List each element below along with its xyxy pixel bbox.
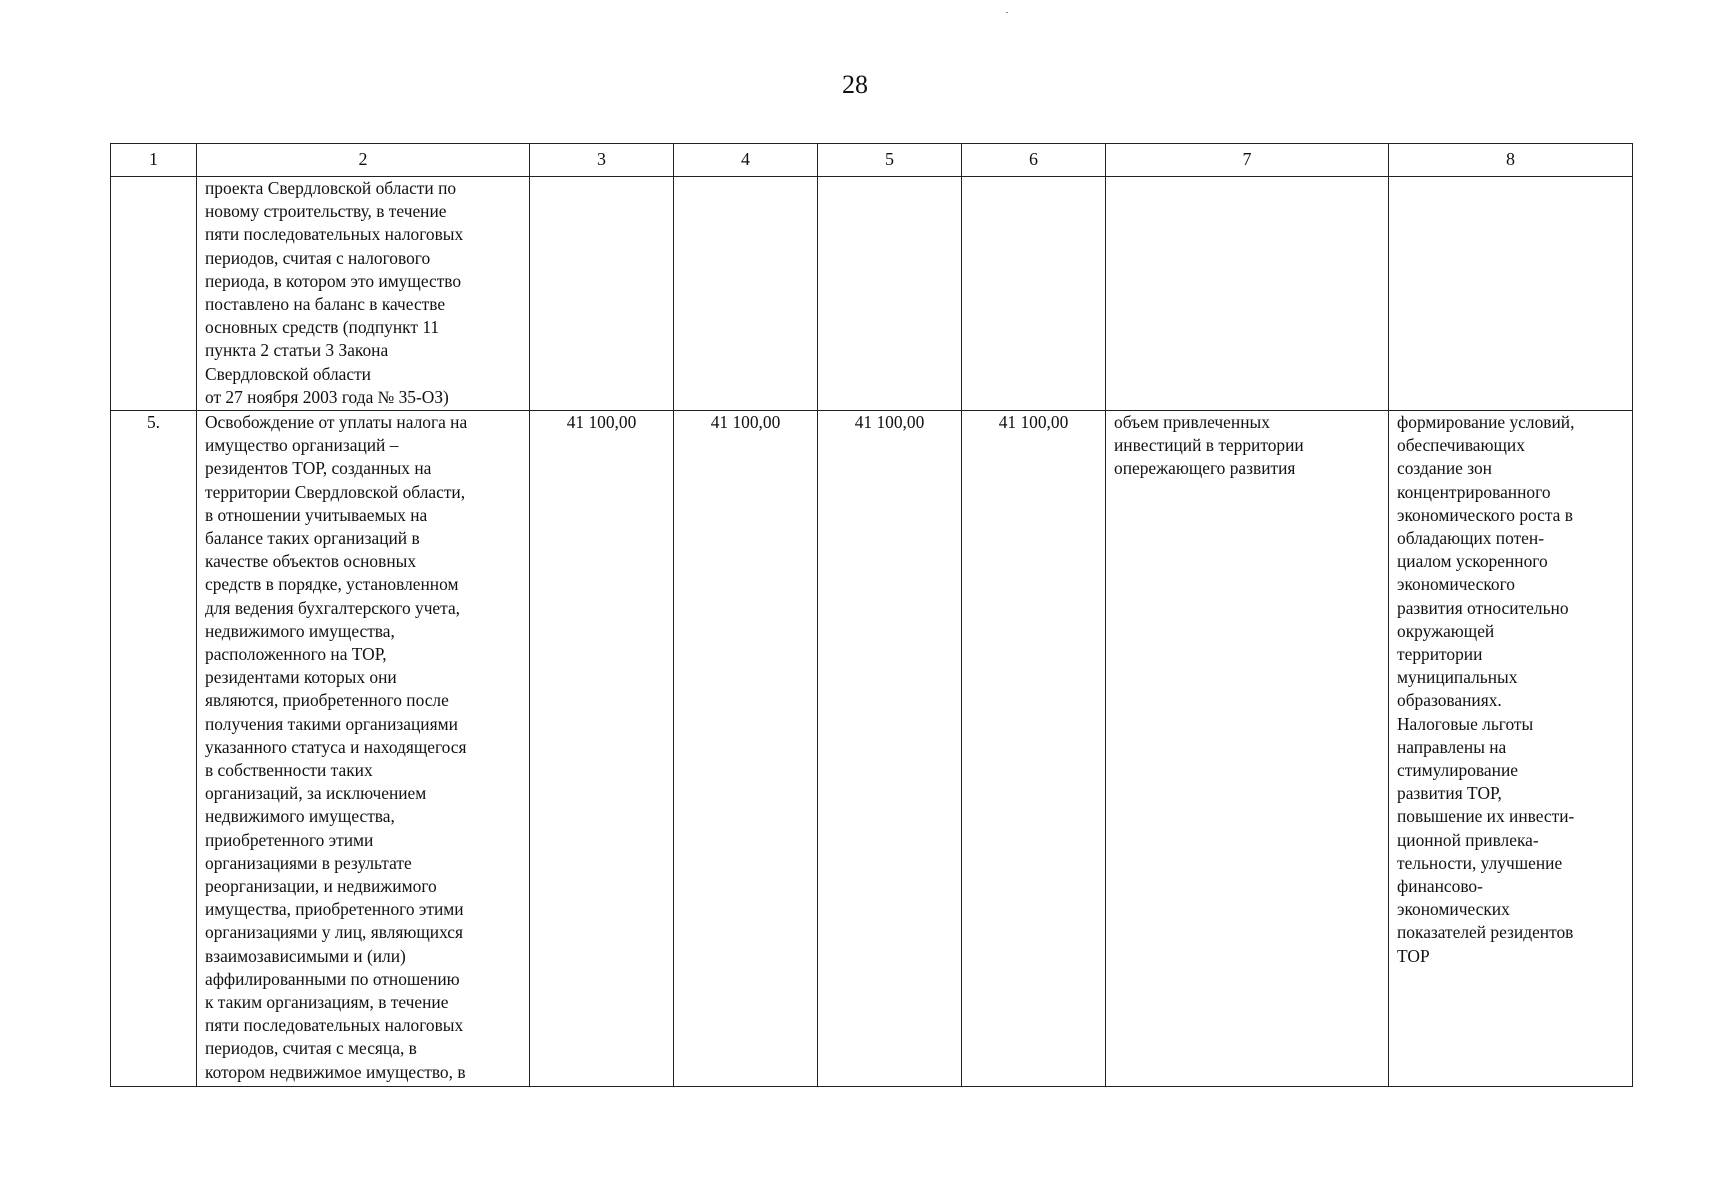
column-header-3: 3 — [530, 144, 674, 177]
row-number-cell — [111, 177, 197, 411]
description-cell — [197, 177, 530, 411]
goal-cell — [1389, 411, 1633, 1087]
value-cell-col3 — [530, 177, 674, 411]
row-number-cell: 5. — [111, 411, 197, 1087]
column-header-7: 7 — [1106, 144, 1389, 177]
value-cell-col6: 41 100,00 — [962, 411, 1106, 1087]
indicator-cell — [1106, 411, 1389, 1087]
column-header-1: 1 — [111, 144, 197, 177]
description-text: Освобождение от уплаты налога на имущество организаций – резидентов ТОР, созданных на территории Свердловской области, в отношении учитываемых на балансе таких организаций в качестве объектов основных средств в порядке, установленном для ведения бухгалтерского учета, недвижимого имущества, расположенного на ТОР, резидентами которых они являются, приобретенного после получения такими организациями указанного статуса и находящегося в собственности таких организаций, за исключением недвижимого имущества, приобретенного этими организациями в результате реорганизации, и недвижимого имущества, приобретенного этими организациями у лиц, являющихся взаимозависимыми и (или) аффилированными по отношению к таким организациям, в течение пяти последовательных налоговых периодов, считая с месяца, в котором недвижимое имущество, в — [205, 412, 468, 1082]
description-text: проекта Свердловской области по новому строительству, в течение пяти последовательных налоговых периодов, считая с налогового периода, в котором это имущество поставлено на баланс в качестве основных средств (подпункт 11 пункта 2 статьи 3 Закона Свердловской области от 27 ноября 2003 года № 35-ОЗ) — [205, 178, 464, 407]
goal-text: формирование условий, обеспечивающих создание зон концентрированного экономического роста в обладающих потен- циалом ускоренного экономического развития относительно окружающей территории муниципальных образованиях. Налоговые льготы направлены на стимулирование развития ТОР, повышение их инвести- ционной привлека- тельности, улучшение финансово- экономических показателей резидентов ТОР — [1397, 412, 1575, 966]
scan-speck — [1006, 12, 1008, 13]
column-header-8: 8 — [1389, 144, 1633, 177]
column-header-6: 6 — [962, 144, 1106, 177]
column-number-row — [111, 144, 1633, 177]
budget-table — [110, 143, 1633, 1087]
value-cell-col5 — [818, 177, 962, 411]
value-cell-col6 — [962, 177, 1106, 411]
table-row-5 — [111, 411, 1633, 1087]
goal-cell — [1389, 177, 1633, 411]
column-header-2: 2 — [197, 144, 530, 177]
value-cell-col5: 41 100,00 — [818, 411, 962, 1087]
description-cell — [197, 411, 530, 1087]
indicator-text: объем привлеченных инвестиций в территории опережающего развития — [1114, 412, 1304, 479]
value-cell-col3: 41 100,00 — [530, 411, 674, 1087]
column-header-5: 5 — [818, 144, 962, 177]
value-cell-col4 — [674, 177, 818, 411]
page-number: 28 — [842, 70, 868, 99]
column-header-4: 4 — [674, 144, 818, 177]
table-row-continued — [111, 177, 1633, 411]
indicator-cell — [1106, 177, 1389, 411]
value-cell-col4: 41 100,00 — [674, 411, 818, 1087]
